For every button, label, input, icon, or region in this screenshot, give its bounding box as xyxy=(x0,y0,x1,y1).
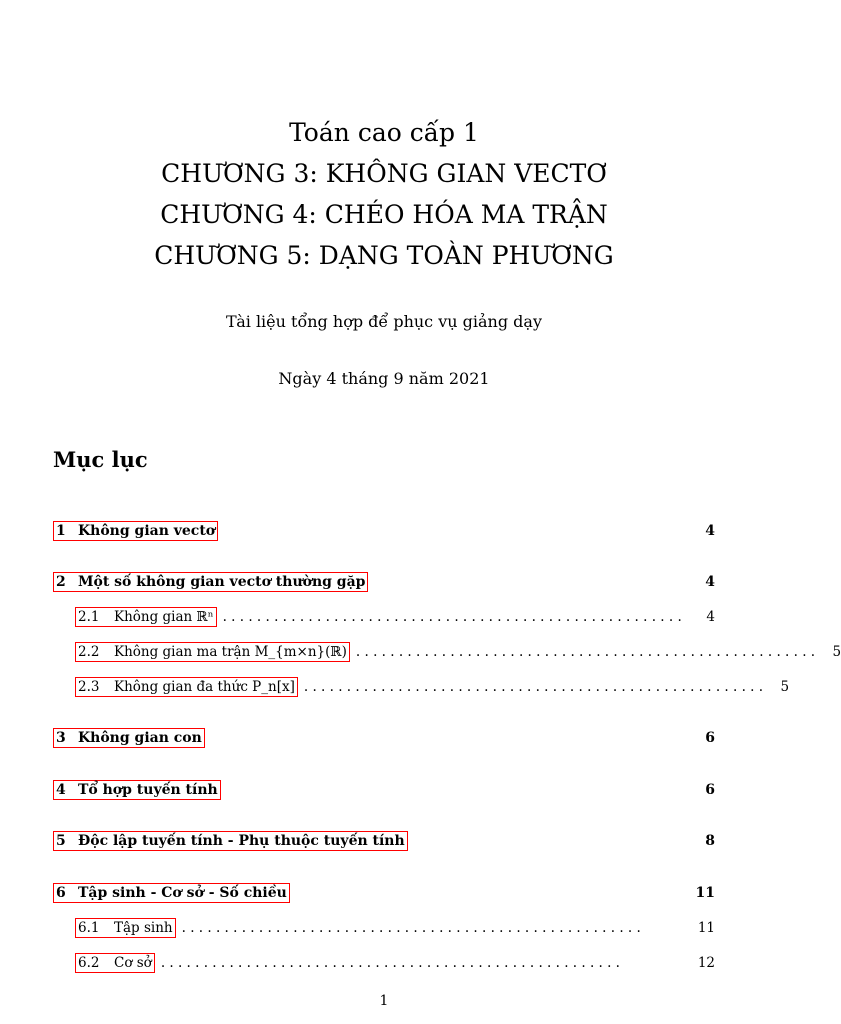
toc-number: 2.1 xyxy=(78,609,100,625)
toc-link-5[interactable] xyxy=(53,831,408,851)
toc-entry-2-2 xyxy=(53,641,841,663)
toc-entry-2-3 xyxy=(53,676,790,698)
title-line-3: CHƯƠNG 4: CHÉO HÓA MA TRẬN xyxy=(160,200,608,229)
toc-entry-5 xyxy=(53,830,715,852)
toc-page-number: 11 xyxy=(697,920,715,936)
toc-link-3[interactable] xyxy=(53,728,205,748)
toc-page-number: 5 xyxy=(832,644,841,660)
title-line-1: Toán cao cấp 1 xyxy=(289,118,479,147)
toc-link-4[interactable] xyxy=(53,780,221,800)
toc-link-2-2[interactable] xyxy=(75,642,350,662)
toc-number: 2 xyxy=(56,574,66,590)
toc-page-number: 6 xyxy=(705,730,715,746)
leader-dots: . . . . . . . . . . . . . . . . . . . . . . . . . . . . . . . . . . . . . . . . . . . . . . . . . . . . . . xyxy=(303,679,764,695)
toc-link-6[interactable] xyxy=(53,883,290,903)
toc-number: 2.3 xyxy=(78,679,100,695)
leader-dots: . . . . . . . . . . . . . . . . . . . . . . . . . . . . . . . . . . . . . . . . . . . . . . . . . . . . . . xyxy=(222,609,682,625)
toc-entry-1 xyxy=(53,520,715,542)
toc-label: Không gian con xyxy=(78,730,202,746)
toc-entry-4 xyxy=(53,779,715,801)
toc-entry-6-1 xyxy=(53,917,715,939)
toc-link-6-2[interactable] xyxy=(75,953,155,973)
toc-link-1[interactable] xyxy=(53,521,218,541)
toc-link-2-1[interactable] xyxy=(75,607,217,627)
toc-label: Tập sinh - Cơ sở - Số chiều xyxy=(78,885,287,901)
toc-entry-6-2 xyxy=(53,952,715,974)
toc-number: 6 xyxy=(56,885,66,901)
toc-number: 2.2 xyxy=(78,644,100,660)
toc-page-number: 4 xyxy=(705,574,715,590)
toc-label: Độc lập tuyến tính - Phụ thuộc tuyến tính xyxy=(78,833,405,849)
document-date: Ngày 4 tháng 9 năm 2021 xyxy=(278,369,490,388)
toc-heading: Mục lục xyxy=(53,447,148,472)
toc-page-number: 8 xyxy=(705,833,715,849)
title-block xyxy=(0,112,768,276)
toc-page-number: 4 xyxy=(706,609,715,625)
toc-number: 3 xyxy=(56,730,66,746)
toc-link-2-3[interactable] xyxy=(75,677,298,697)
toc-entry-2 xyxy=(53,571,715,593)
leader-dots: . . . . . . . . . . . . . . . . . . . . . . . . . . . . . . . . . . . . . . . . . . . . . . . . . . . . . . xyxy=(160,955,620,971)
leader-dots: . . . . . . . . . . . . . . . . . . . . . . . . . . . . . . . . . . . . . . . . . . . . . . . . . . . . . . xyxy=(181,920,641,936)
toc-label: Một số không gian vectơ thường gặp xyxy=(78,574,366,590)
toc-label: Cơ sở xyxy=(114,955,152,971)
toc-number: 1 xyxy=(56,523,66,539)
toc-label: Tổ hợp tuyến tính xyxy=(78,782,218,798)
toc-number: 6.1 xyxy=(78,920,100,936)
toc-entry-6 xyxy=(53,882,715,904)
page-number-footer: 1 xyxy=(379,993,389,1009)
toc-link-6-1[interactable] xyxy=(75,918,176,938)
toc-number: 4 xyxy=(56,782,66,798)
toc-label: Không gian ma trận M_{m×n}(ℝ) xyxy=(114,644,347,660)
toc-page-number: 5 xyxy=(780,679,790,695)
toc-label: Tập sinh xyxy=(114,920,173,936)
toc-page-number: 4 xyxy=(705,523,715,539)
toc-entry-3 xyxy=(53,727,715,749)
leader-dots: . . . . . . . . . . . . . . . . . . . . . . . . . . . . . . . . . . . . . . . . . . . . . . . . . . . . . . xyxy=(355,644,816,660)
toc-page-number: 6 xyxy=(705,782,715,798)
toc-page-number: 11 xyxy=(695,885,715,901)
title-line-2: CHƯƠNG 3: KHÔNG GIAN VECTƠ xyxy=(161,159,607,188)
toc-number: 5 xyxy=(56,833,66,849)
toc-label: Không gian đa thức P_n[x] xyxy=(114,679,295,695)
title-line-4: CHƯƠNG 5: DẠNG TOÀN PHƯƠNG xyxy=(154,241,614,270)
toc-label: Không gian vectơ xyxy=(78,523,216,539)
subtitle: Tài liệu tổng hợp để phục vụ giảng dạy xyxy=(225,312,542,331)
toc-number: 6.2 xyxy=(78,955,100,971)
toc-entry-2-1 xyxy=(53,606,715,628)
toc-link-2[interactable] xyxy=(53,572,368,592)
toc-label: Không gian ℝⁿ xyxy=(114,609,214,625)
toc-page-number: 12 xyxy=(697,955,715,971)
